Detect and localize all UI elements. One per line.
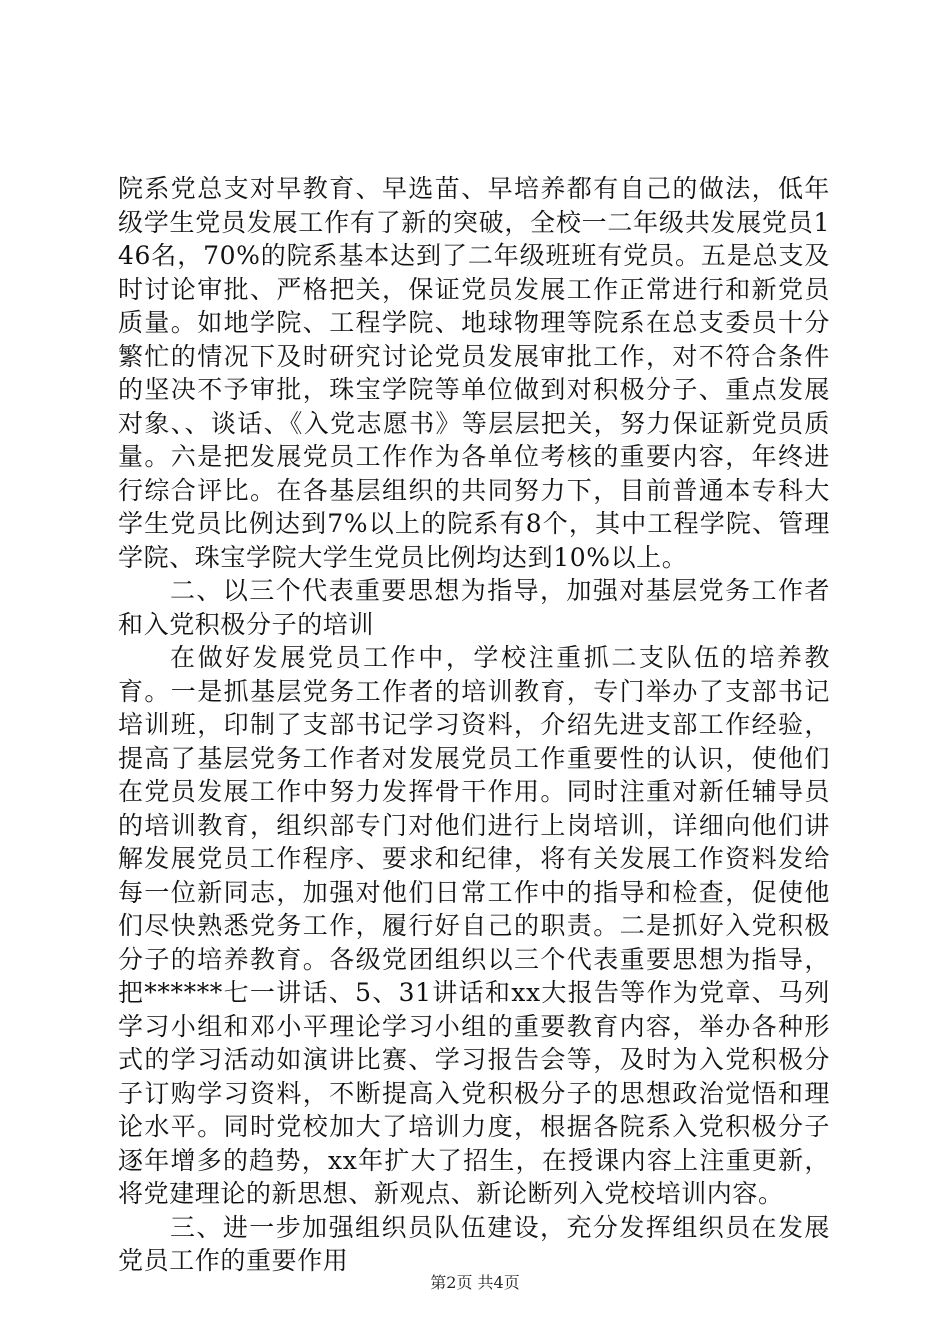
section-heading-two: 二、以三个代表重要思想为指导，加强对基层党务工作者和入党积极分子的培训: [118, 576, 830, 639]
document-body: [118, 172, 830, 1278]
body-paragraph-training: 在做好发展党员工作中，学校注重抓二支队伍的培养教育。一是抓基层党务工作者的培训教育，专门举办了支部书记培训班，印制了支部书记学习资料，介绍先进支部工作经验，提高了基层党务工作者对发展党员工作重要性的认识，使他们在党员发展工作中努力发挥骨干作用。同时注重对新任辅导员的培训教育，组织部专门对他们进行上岗培训，详细向他们讲解发展党员工作程序、要求和纪律，将有关发展工作资料发给每一位新同志，加强对他们日常工作中的指导和检查，促使他们尽快熟悉党务工作，履行好自己的职责。二是抓好入党积极分子的培养教育。各级党团组织以三个代表重要思想为指导，把******七一讲话、5、31讲话和xx大报告等作为党章、马列学习小组和邓小平理论学习小组的重要教育内容，举办各种形式的学习活动如演讲比赛、学习报告会等，及时为入党积极分子订购学习资料，不断提高入党积极分子的思想政治觉悟和理论水平。同时党校加大了培训力度，根据各院系入党积极分子逐年增多的趋势，xx年扩大了招生，在授课内容上注重更新，将党建理论的新思想、新观点、新论断列入党校培训内容。: [118, 643, 830, 1208]
section-heading-three: 三、进一步加强组织员队伍建设，充分发挥组织员在发展党员工作的重要作用: [118, 1212, 830, 1275]
body-paragraph-continued: 院系党总支对早教育、早选苗、早培养都有自己的做法，低年级学生党员发展工作有了新的突破，全校一二年级共发展党员146名，70%的院系基本达到了二年级班班有党员。五是总支及时讨论审批、严格把关，保证党员发展工作正常进行和新党员质量。如地学院、工程学院、地球物理等院系在总支委员十分繁忙的情况下及时研究讨论党员发展审批工作，对不符合条件的坚决不予审批，珠宝学院等单位做到对积极分子、重点发展对象、、谈话、《入党志愿书》等层层把关，努力保证新党员质量。六是把发展党员工作作为各单位考核的重要内容，年终进行综合评比。在各基层组织的共同努力下，目前普通本专科大学生党员比例达到7%以上的院系有8个，其中工程学院、管理学院、珠宝学院大学生党员比例均达到10%以上。: [118, 174, 830, 572]
page-footer: 第2页 共4页: [430, 1273, 520, 1292]
